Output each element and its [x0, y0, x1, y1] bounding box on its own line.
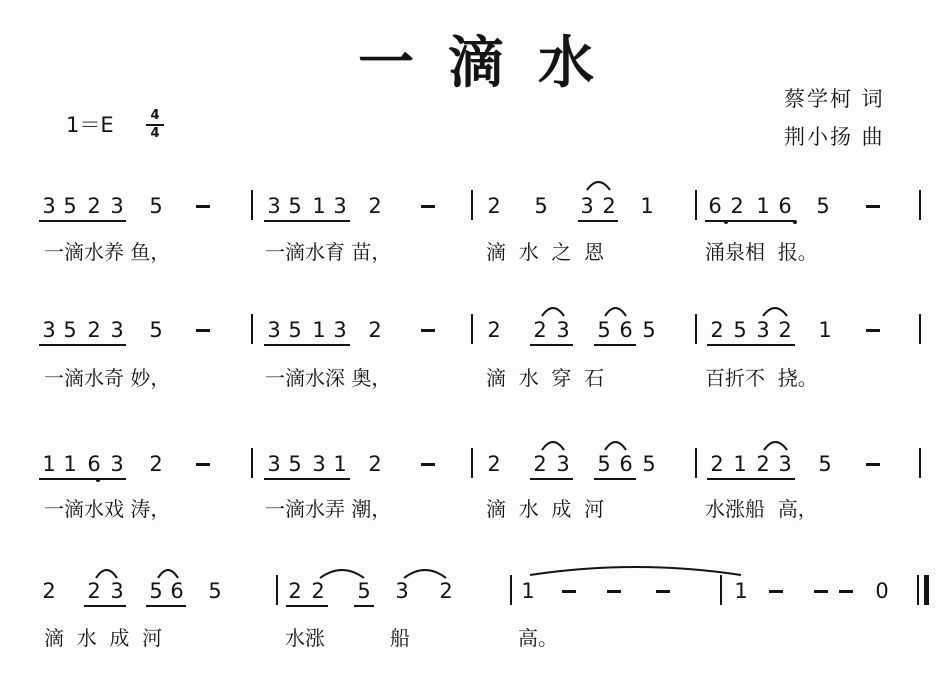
note: 5 — [534, 194, 548, 218]
bar-line — [471, 190, 473, 220]
slur — [604, 438, 627, 452]
slur — [541, 438, 565, 452]
bar-line — [510, 575, 512, 605]
note: 6 — [619, 318, 633, 342]
bar-line — [695, 190, 697, 220]
sustain-dash — [196, 463, 210, 466]
note: 2 — [288, 579, 302, 603]
note: 3 — [42, 318, 56, 342]
time-signature-top: 4 — [150, 108, 160, 123]
sustain-dash — [866, 329, 880, 332]
note: 2 — [368, 318, 382, 342]
note: 1 — [312, 194, 326, 218]
slur — [529, 563, 742, 577]
bar-line — [917, 575, 919, 605]
note: 2 — [710, 318, 724, 342]
sustain-dash — [562, 590, 576, 593]
note: 6 — [619, 452, 633, 476]
bar-line — [919, 314, 921, 344]
note: 5 — [208, 579, 222, 603]
time-signature — [146, 109, 164, 141]
note: 2 — [368, 452, 382, 476]
underline-beam — [264, 478, 350, 480]
note: 1 — [756, 194, 770, 218]
note: 5 — [597, 452, 611, 476]
sustain-dash — [866, 205, 880, 208]
note: 2 — [311, 579, 325, 603]
note: 2 — [439, 579, 453, 603]
note: 5 — [149, 194, 163, 218]
note: 2 — [149, 452, 163, 476]
note: 2 — [602, 194, 616, 218]
note: 5 — [818, 452, 832, 476]
sustain-dash — [656, 590, 670, 593]
slur — [157, 566, 179, 580]
note: 5 — [149, 318, 163, 342]
note: 3 — [333, 318, 347, 342]
note: 1 — [63, 452, 77, 476]
note: 1 — [640, 194, 654, 218]
note: 1 — [521, 579, 535, 603]
octave-dot — [724, 220, 728, 224]
underline-beam — [707, 478, 795, 480]
note: 3 — [556, 318, 570, 342]
lyric-phrase: 一滴水奇 妙， — [44, 366, 171, 390]
note: 2 — [756, 452, 770, 476]
lyric-phrase: 一滴水养 鱼， — [44, 240, 171, 264]
underline-beam — [530, 344, 573, 346]
bar-line — [471, 448, 473, 478]
note: 3 — [580, 194, 594, 218]
sustain-dash — [607, 590, 621, 593]
lyric-phrase: 一滴水弄 潮， — [265, 497, 392, 521]
note: 5 — [642, 318, 656, 342]
underline-beam — [264, 220, 350, 222]
note: 3 — [778, 452, 792, 476]
note: 2 — [368, 194, 382, 218]
lyricist-credit: 蔡学柯 词 — [784, 87, 885, 111]
bar-line — [919, 190, 921, 220]
note: 2 — [487, 194, 501, 218]
bar-line — [251, 448, 253, 478]
lyric-phrase: 水涨船 高， — [705, 497, 818, 521]
note: 2 — [778, 318, 792, 342]
lyric-phrase: 一滴水戏 涛， — [44, 497, 171, 521]
note: 3 — [110, 318, 124, 342]
note: 5 — [149, 579, 163, 603]
note: 3 — [110, 194, 124, 218]
octave-dot — [96, 478, 100, 482]
note: 6 — [778, 194, 792, 218]
note: 2 — [533, 452, 547, 476]
note: 5 — [63, 318, 77, 342]
note: 1 — [818, 318, 832, 342]
note: 3 — [395, 579, 409, 603]
note: 5 — [288, 194, 302, 218]
bar-line — [695, 448, 697, 478]
note: 6 — [708, 194, 722, 218]
note: 5 — [597, 318, 611, 342]
note: 3 — [556, 452, 570, 476]
note: 1 — [312, 318, 326, 342]
final-bar-line — [924, 575, 929, 605]
note: 2 — [87, 194, 101, 218]
underline-beam — [39, 220, 126, 222]
time-signature-bottom: 4 — [150, 126, 160, 141]
bar-line — [471, 314, 473, 344]
lyric-phrase: 涌泉相 报。 — [705, 240, 818, 264]
note: 5 — [816, 194, 830, 218]
sustain-dash — [814, 590, 828, 593]
sustain-dash — [421, 463, 435, 466]
underline-beam — [354, 605, 374, 607]
lyric-phrase: 百折不 挠。 — [705, 366, 818, 390]
note: 2 — [730, 194, 744, 218]
note: 2 — [533, 318, 547, 342]
sustain-dash — [421, 205, 435, 208]
lyric-phrase: 一滴水育 苗， — [265, 240, 392, 264]
underline-beam — [39, 344, 126, 346]
note: 5 — [733, 318, 747, 342]
bar-line — [251, 314, 253, 344]
slur — [763, 438, 788, 452]
sustain-dash — [196, 329, 210, 332]
note: 2 — [487, 452, 501, 476]
note: 3 — [110, 452, 124, 476]
slur — [403, 566, 447, 580]
octave-dot — [793, 220, 797, 224]
sustain-dash — [196, 205, 210, 208]
underline-beam — [84, 605, 126, 607]
underline-beam — [594, 478, 636, 480]
lyric-phrase: 一滴水深 奥， — [265, 366, 392, 390]
note: 5 — [642, 452, 656, 476]
bar-line — [251, 190, 253, 220]
underline-beam — [286, 605, 328, 607]
note: 1 — [734, 579, 748, 603]
sustain-dash — [866, 463, 880, 466]
slur — [541, 304, 565, 318]
note: 5 — [288, 452, 302, 476]
lyric-phrase: 滴 水 之 恩 — [486, 240, 605, 264]
note: 3 — [267, 452, 281, 476]
sustain-dash — [421, 329, 435, 332]
lyric-phrase: 船 — [390, 626, 410, 650]
note: 2 — [710, 452, 724, 476]
note: 3 — [312, 452, 326, 476]
slur — [586, 178, 611, 192]
slur — [95, 566, 118, 580]
lyric-phrase: 水涨 — [285, 626, 325, 650]
note: 5 — [357, 579, 371, 603]
note: 1 — [733, 452, 747, 476]
note: 2 — [42, 579, 56, 603]
note: 6 — [87, 452, 101, 476]
note: 2 — [87, 579, 101, 603]
key-signature: 1＝E — [66, 113, 114, 137]
bar-line — [919, 448, 921, 478]
bar-line — [695, 314, 697, 344]
sustain-dash — [839, 590, 853, 593]
underline-beam — [594, 344, 636, 346]
note: 3 — [756, 318, 770, 342]
lyric-phrase: 滴 水 成 河 — [44, 626, 163, 650]
underline-beam — [530, 478, 573, 480]
song-title: 一滴水 — [358, 30, 628, 96]
underline-beam — [264, 344, 350, 346]
underline-beam — [707, 344, 795, 346]
slur — [319, 566, 365, 580]
underline-beam — [705, 220, 794, 222]
note: 5 — [63, 194, 77, 218]
composer-credit: 荆小扬 曲 — [784, 125, 885, 149]
slur — [762, 304, 788, 318]
note: 5 — [288, 318, 302, 342]
note: 6 — [170, 579, 184, 603]
note: 3 — [333, 194, 347, 218]
lyric-phrase: 高。 — [518, 626, 558, 650]
bar-line — [720, 575, 722, 605]
underline-beam — [146, 605, 186, 607]
lyric-phrase: 滴 水 穿 石 — [486, 366, 605, 390]
note: 1 — [333, 452, 347, 476]
note: 1 — [42, 452, 56, 476]
sustain-dash — [769, 590, 783, 593]
note: 3 — [42, 194, 56, 218]
underline-beam — [39, 478, 126, 480]
note: 3 — [267, 318, 281, 342]
note: 3 — [267, 194, 281, 218]
note: 2 — [487, 318, 501, 342]
bar-line — [276, 575, 278, 605]
underline-beam — [578, 220, 618, 222]
slur — [604, 304, 627, 318]
note: 2 — [87, 318, 101, 342]
lyric-phrase: 滴 水 成 河 — [486, 497, 605, 521]
note: 0 — [875, 579, 889, 603]
note: 3 — [110, 579, 124, 603]
